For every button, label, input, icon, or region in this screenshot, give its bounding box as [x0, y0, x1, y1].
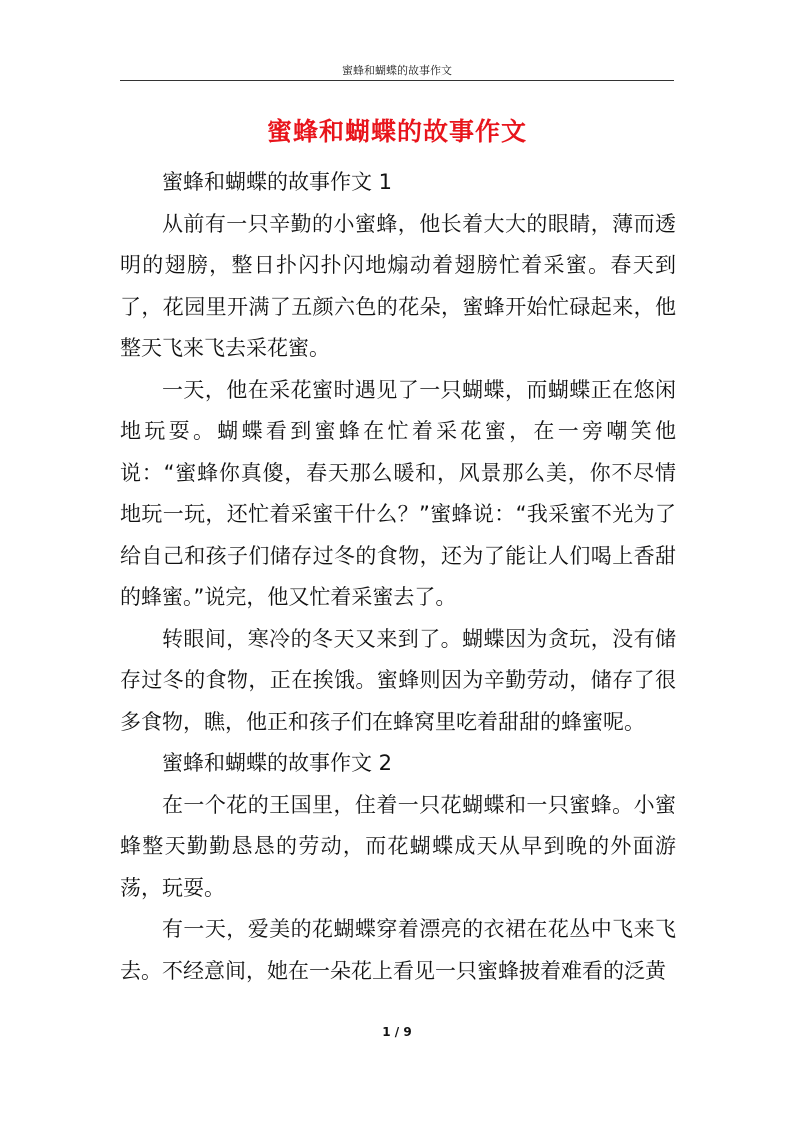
header-divider — [120, 80, 674, 81]
document-body — [120, 162, 676, 992]
running-header: 蜜蜂和蝴蝶的故事作文 — [342, 64, 452, 77]
document-title: 蜜蜂和蝴蝶的故事作文 — [266, 117, 527, 146]
paragraph: 从前有一只辛勤的小蜜蜂，他长着大大的眼睛，薄而透明的翅膀，整日扑闪扑闪地煽动着翅膀忙着采蜜。春天到了，花园里开满了五颜六色的花朵，蜜蜂开始忙碌起来，他整天飞来飞去采花蜜。 — [120, 211, 676, 360]
paragraph: 转眼间，寒冷的冬天又来到了。蝴蝶因为贪玩，没有储存过冬的食物，正在挨饿。蜜蜂则因为辛勤劳动，储存了很多食物，瞧，他正和孩子们在蜂窝里吃着甜甜的蜂蜜呢。 — [120, 626, 676, 734]
paragraph: 有一天，爱美的花蝴蝶穿着漂亮的衣裙在花丛中飞来飞去。不经意间，她在一朵花上看见一只蜜蜂披着难看的泛黄 — [120, 917, 676, 983]
paragraph: 在一个花的王国里，住着一只花蝴蝶和一只蜜蜂。小蜜蜂整天勤勤恳恳的劳动，而花蝴蝶成天从早到晚的外面游荡，玩耍。 — [120, 792, 676, 900]
page-number: 1 / 9 — [382, 1025, 412, 1039]
paragraph: 一天，他在采花蜜时遇见了一只蝴蝶，而蝴蝶正在悠闲地玩耍。蝴蝶看到蜜蜂在忙着采花蜜，在一旁嘲笑他说：“蜜蜂你真傻，春天那么暖和，风景那么美，你不尽情地玩一玩，还忙着采蜜干什么？”蜜蜂说：“我采蜜不光为了给自己和孩子们储存过冬的食物，还为了能让人们喝上香甜的蜂蜜。”说完，他又忙着采蜜去了。 — [120, 377, 676, 609]
section-heading-2: 蜜蜂和蝴蝶的故事作文 2 — [162, 751, 393, 775]
section-heading-1: 蜜蜂和蝴蝶的故事作文 1 — [162, 170, 393, 194]
